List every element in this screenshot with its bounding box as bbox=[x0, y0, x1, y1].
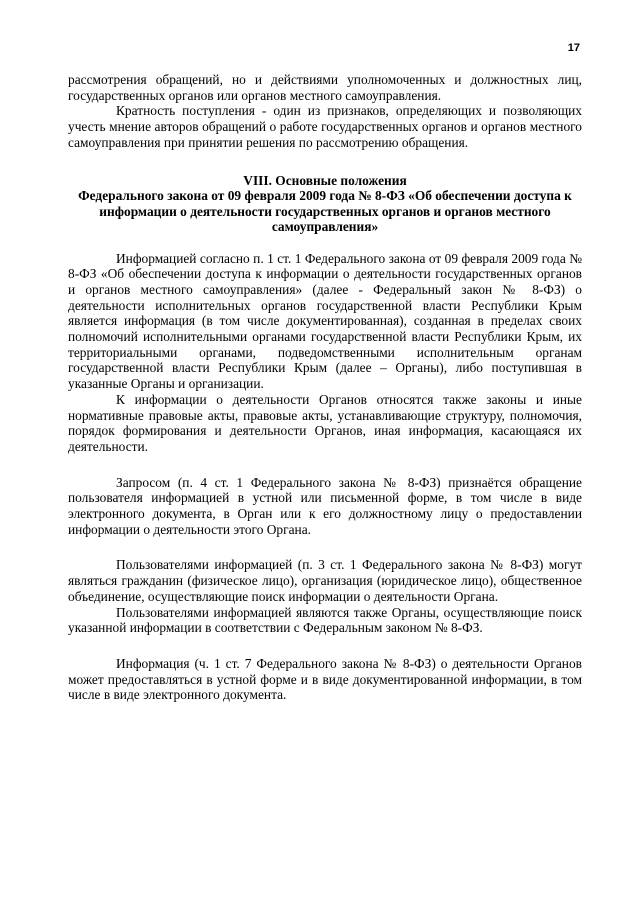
paragraph-continuation: рассмотрения обращений, но и действиями уполномоченных и должностных лиц, государственных органов или органов местного самоуправления. bbox=[68, 72, 582, 103]
paragraph-users-organs: Пользователями информацией являются также Органы, осуществляющие поиск указанной информации в соответствии с Федеральным законом № 8-ФЗ. bbox=[68, 604, 582, 636]
section-heading-subtitle: Федерального закона от 09 февраля 2009 года № 8-ФЗ «Об обеспечении доступа к информации о деятельности государственных органов и органов местного самоуправления» bbox=[78, 188, 572, 235]
paragraph-information-includes: К информации о деятельности Органов относятся также законы и иные нормативные правовые акты, правовые акты, устанавливающие структуру, полномочия, порядок формирования и деятельности Органов, иная информация, касающаяся их деятельности. bbox=[68, 391, 582, 454]
paragraph-request-definition: Запросом (п. 4 ст. 1 Федерального закона № 8-ФЗ) признаётся обращение пользователя информацией в устной или письменной форме, в том числе в виде электронного документа, в Орган или к его должностному лицу о предоставлении информации о деятельности этого Органа. bbox=[68, 474, 582, 537]
paragraph-information-definition: Информацией согласно п. 1 ст. 1 Федерального закона от 09 февраля 2009 года № 8-ФЗ «Об обеспечении доступа к информации о деятельности государственных органов и органов местного самоуправления» (далее - Федеральный закон № 8-ФЗ) о деятельности исполнительных органов государственной власти Республики Крым является информация (в том числе документированная), созданная в пределах своих полномочий исполнительными органами государственной власти Республики Крым, их территориальными органами, подведомственными исполнительным органам государственной власти Республики Крым (далее – Органы), либо поступившая в указанные Органы и организации. bbox=[68, 250, 582, 392]
paragraph-information-forms: Информация (ч. 1 ст. 7 Федерального закона № 8-ФЗ) о деятельности Органов может предоставляться в устной форме и в виде документированной информации, в том числе в виде электронного документа. bbox=[68, 655, 582, 703]
document-body bbox=[68, 72, 582, 703]
section-heading-title: VIII. Основные положения bbox=[243, 172, 407, 188]
paragraph-users-definition: Пользователями информацией (п. 3 ст. 1 Федерального закона № 8-ФЗ) могут являться гражданин (физическое лицо), организация (юридическое лицо), общественное объединение, осуществляющие поиск информации о деятельности Органа. bbox=[68, 557, 582, 604]
page-number: 17 bbox=[567, 42, 580, 54]
paragraph-frequency: Кратность поступления - один из признаков, определяющих и позволяющих учесть мнение авторов обращений о работе государственных органов и органов местного самоуправления при принятии решения по рассмотрению обращения. bbox=[68, 103, 582, 150]
